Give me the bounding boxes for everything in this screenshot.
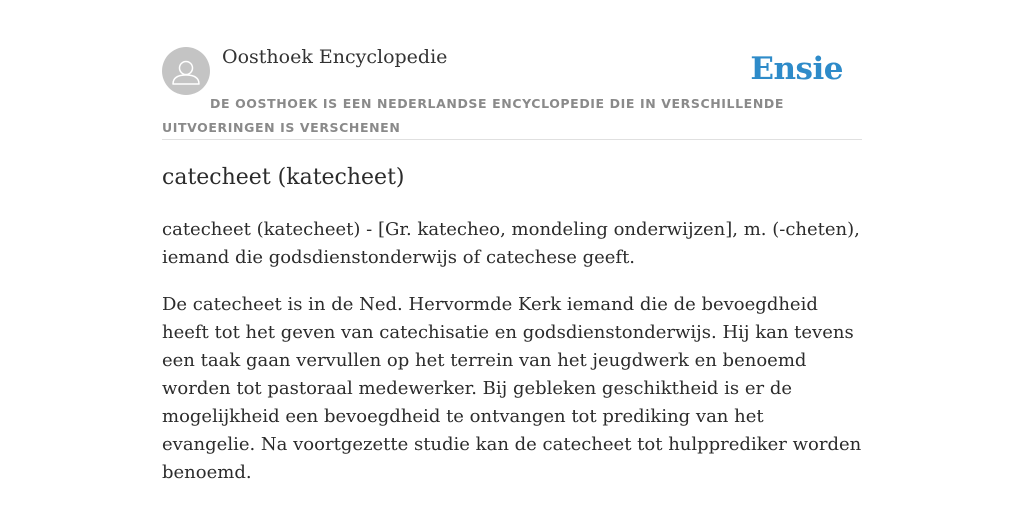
profile-header: [162, 0, 862, 140]
user-icon: [162, 47, 210, 95]
page-container: [162, 0, 862, 483]
article-paragraph: catecheet (katecheet) - [Gr. katecheo, mondeling onderwijzen], m. (-cheten), iemand die godsdienstonderwijs of catechese geeft.: [162, 219, 860, 268]
author-name[interactable]: Oosthoek Encyclopedie: [222, 46, 448, 68]
avatar[interactable]: [162, 47, 210, 95]
author-tagline: DE OOSTHOEK IS EEN NEDERLANDSE ENCYCLOPEDIE DIE IN VERSCHILLENDE UITVOERINGEN IS VERSCHENEN: [162, 96, 784, 135]
brand-logo[interactable]: Ensie: [750, 51, 843, 87]
page-title: catecheet (katecheet): [162, 165, 405, 190]
article-paragraph: De catecheet is in de Ned. Hervormde Kerk iemand die de bevoegdheid heeft tot het geven van catechisatie en godsdienstonderwijs. Hij kan tevens een taak gaan vervullen op het terrein van het jeugdwerk en benoemd worden tot pastoraal medewerker. Bij gebleken geschiktheid is er de mogelijkheid een bevoegdheid te ontvangen tot prediking van het evangelie. Na voortgezette studie kan de catecheet tot hulpprediker worden benoemd.: [162, 294, 862, 483]
